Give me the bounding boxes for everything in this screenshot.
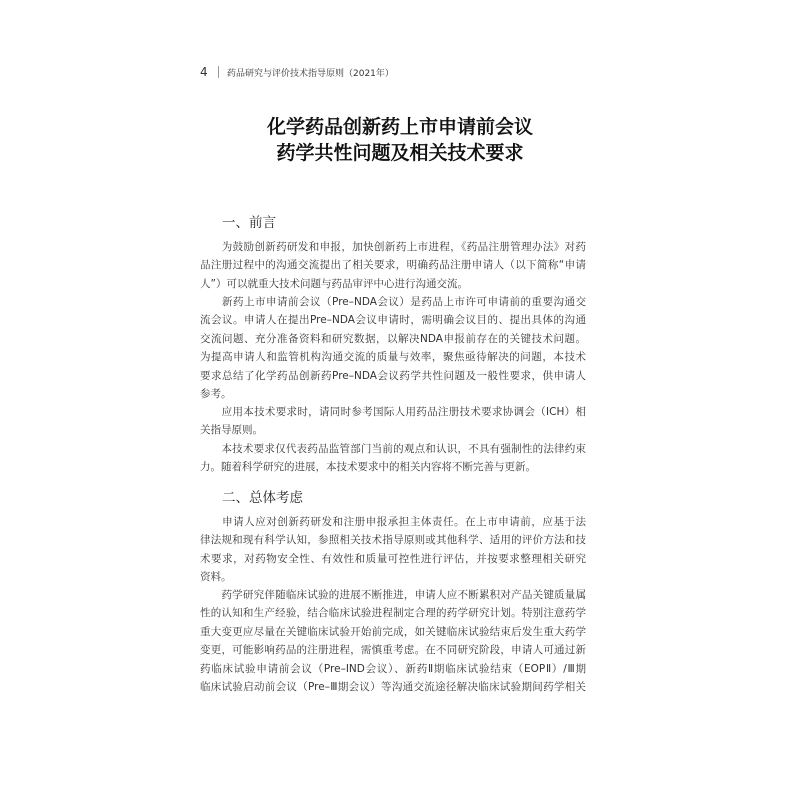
document-title [200, 114, 600, 166]
text-line: 本技术要求仅代表药品监管部门当前的观点和认识，不具有强制性的法律约束 [200, 443, 586, 455]
text-line: 新药上市申请前会议（Pre–NDA会议）是药品上市许可申请前的重要沟通交 [200, 296, 586, 308]
text-line: 参考。 [200, 388, 232, 401]
text-line: 流会议。申请人在提出Pre–NDA会议申请时，需明确会议目的、提出具体的沟通 [200, 314, 586, 327]
text-line: 人”）可以就重大技术问题与药品审评中心进行沟通交流。 [200, 277, 468, 290]
text-line: 资料。 [200, 571, 232, 584]
paragraph [200, 293, 586, 403]
section-heading-overall: 二、总体考虑 [222, 490, 303, 506]
text-line: 交流问题、充分准备资料和研究数据，以解决NDA申报前存在的关键技术问题。 [200, 332, 586, 345]
text-line: 要求总结了化学药品创新药Pre–NDA会议药学共性问题及一般性要求，供申请人 [200, 369, 586, 382]
text-line: 品注册过程中的沟通交流提出了相关要求，明确药品注册申请人（以下简称“申请 [200, 259, 586, 272]
title-line-2: 药学共性问题及相关技术要求 [276, 142, 524, 164]
text-line: 应用本技术要求时，请同时参考国际人用药品注册技术要求协调会（ICH）相 [200, 406, 586, 418]
text-line: 临床试验启动前会议（Pre–Ⅲ期会议）等沟通交流途径解决临床试验期间药学相关 [200, 681, 586, 694]
paragraph [200, 440, 586, 477]
running-title: 药品研究与评价技术指导原则（2021年） [227, 68, 394, 79]
paragraph [200, 513, 586, 587]
text-line: 术要求，对药物安全性、有效性和质量可控性进行评估，并按要求整理相关研究 [200, 552, 586, 565]
running-header [200, 64, 394, 80]
text-line: 为鼓励创新药研发和申报，加快创新药上市进程，《药品注册管理办法》对药 [200, 241, 586, 253]
header-divider [218, 66, 219, 78]
text-line: 药临床试验申请前会议（Pre–IND会议）、新药Ⅱ期临床试验结束（EOPⅡ）/Ⅲ期 [200, 662, 586, 675]
text-line: 申请人应对创新药研发和注册申报承担主体责任。在上市申请前，应基于法 [200, 516, 586, 528]
text-line: 力。随着科学研究的进展，本技术要求中的相关内容将不断完善与更新。 [200, 461, 536, 474]
text-line: 性的认知和生产经验，结合临床试验进程制定合理的药学研究计划。特别注意药学 [200, 607, 586, 620]
page-number: 4 [200, 65, 208, 79]
text-line: 重大变更应尽量在关键临床试验开始前完成，如关键临床试验结束后发生重大药学 [200, 625, 586, 638]
text-line: 关指导原则。 [200, 424, 263, 437]
text-line: 变更，可能影响药品的注册进程，需慎重考虑。在不同研究阶段，申请人可通过新 [200, 644, 586, 657]
paragraph [200, 238, 586, 293]
title-line-1: 化学药品创新药上市申请前会议 [266, 116, 533, 138]
text-line: 为提高申请人和监管机构沟通交流的质量与效率，聚焦亟待解决的问题，本技术 [200, 351, 586, 364]
text-line: 药学研究伴随临床试验的进展不断推进，申请人应不断累积对产品关键质量属 [200, 589, 586, 601]
text-line: 律法规和现有科学认知，参照相关技术指导原则或其他科学、适用的评价方法和技 [200, 534, 586, 547]
paragraph [200, 586, 586, 696]
paragraph [200, 403, 586, 440]
section-heading-preface: 一、前言 [222, 215, 276, 231]
